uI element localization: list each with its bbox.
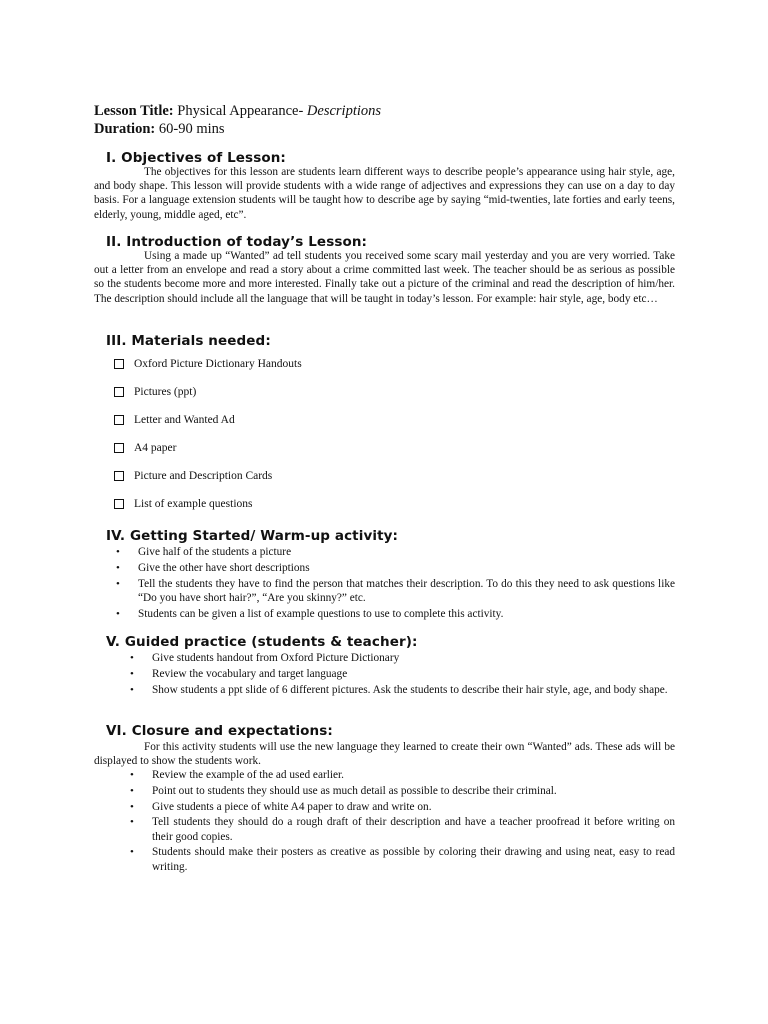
bullet-icon: • (130, 652, 134, 664)
guided-list (130, 651, 675, 698)
list-item: • Students should make their posters as creative as possible by coloring their drawing and using neat, easy to read writing. (130, 846, 675, 873)
checkbox-icon (114, 387, 124, 397)
material-item (114, 470, 272, 482)
checkbox-icon (114, 499, 124, 509)
materials-heading: III. Materials needed: (106, 333, 271, 349)
list-item: • Give the other have short descriptions (116, 561, 310, 574)
closure-text: For this activity students will use the new language they learned to create their own “Wanted” ads. These ads will be displayed to show the students work. (94, 741, 675, 768)
closure-list (130, 768, 675, 875)
bullet-icon: • (116, 561, 120, 574)
warmup-list (116, 545, 675, 622)
list-item: • Students can be given a list of example questions to use to complete this activity. (116, 607, 504, 620)
list-item: • Tell students they should do a rough draft of their description and have a teacher proofread it before writing on their good copies. (130, 816, 675, 843)
bullet-icon: • (130, 769, 134, 781)
list-item: • Give students a piece of white A4 paper to draw and write on. (130, 800, 432, 813)
bullet-icon: • (130, 683, 134, 696)
list-item: • Review the vocabulary and target language (130, 667, 348, 680)
material-label: List of example questions (134, 498, 253, 510)
material-label: Pictures (ppt) (134, 386, 197, 398)
bullet-icon: • (130, 800, 134, 813)
introduction-text: Using a made up “Wanted” ad tell students you received some scary mail yesterday and you are very worried. Take out a letter from an envelope and read a story about a crime committed last week. The teacher should be as serious as possible so the students become more and more interested. Finally take out a picture of the criminal and read the description of him/her. The description should include all the language that will be taught in today’s lesson. For example: hair style, age, body etc… (94, 250, 675, 305)
bullet-icon: • (130, 667, 134, 680)
lesson-duration (94, 121, 225, 138)
material-label: Oxford Picture Dictionary Handouts (134, 358, 302, 370)
list-item: • Point out to students they should use as much detail as possible to describe their criminal. (130, 784, 557, 797)
lesson-title-italic: Descriptions (306, 103, 382, 119)
checkbox-icon (114, 471, 124, 481)
checkbox-icon (114, 359, 124, 369)
closure-heading: VI. Closure and expectations: (106, 723, 333, 739)
bullet-icon: • (130, 784, 134, 797)
lesson-title (94, 103, 381, 120)
material-item (114, 442, 176, 454)
bullet-icon: • (130, 816, 134, 829)
lesson-title-label: Lesson Title: (94, 103, 174, 119)
bullet-icon: • (116, 607, 120, 620)
list-item: • Review the example of the ad used earlier. (130, 769, 344, 781)
list-item: • Give half of the students a picture (116, 546, 292, 558)
lesson-title-value: Physical Appearance- (177, 103, 307, 119)
warmup-heading: IV. Getting Started/ Warm-up activity: (106, 528, 399, 544)
duration-value: 60-90 mins (158, 121, 225, 137)
material-label: Picture and Description Cards (134, 470, 273, 482)
bullet-icon: • (130, 846, 134, 859)
material-item (114, 386, 196, 398)
guided-heading: V. Guided practice (students & teacher): (106, 634, 418, 650)
material-label: A4 paper (134, 442, 177, 454)
bullet-icon: • (116, 546, 120, 558)
duration-label: Duration: (94, 121, 156, 137)
list-item: • Give students handout from Oxford Picture Dictionary (130, 652, 400, 664)
introduction-heading: II. Introduction of today’s Lesson: (106, 234, 368, 250)
list-item: • Tell the students they have to find the person that matches their description. To do this they need to ask questions like “Do you have short hair?”, “Are you skinny?” etc. (116, 577, 675, 604)
objectives-heading: I. Objectives of Lesson: (106, 150, 286, 166)
bullet-icon: • (116, 577, 120, 590)
checkbox-icon (114, 443, 124, 453)
material-item (114, 414, 235, 426)
list-item: • Show students a ppt slide of 6 different pictures. Ask the students to describe their hair style, age, and body shape. (130, 683, 668, 696)
objectives-text: The objectives for this lesson are students learn different ways to describe people’s appearance using hair style, age, and body shape. This lesson will provide students with a wide range of adjectives and expressions they can use on a day to day basis. For a language extension students will be taught how to describe age by saying “mid-twenties, late forties and early teens, elderly, young, middle aged, etc”. (94, 166, 675, 221)
material-item (114, 358, 302, 370)
material-label: Letter and Wanted Ad (134, 414, 235, 426)
material-item (114, 498, 253, 510)
checkbox-icon (114, 415, 124, 425)
